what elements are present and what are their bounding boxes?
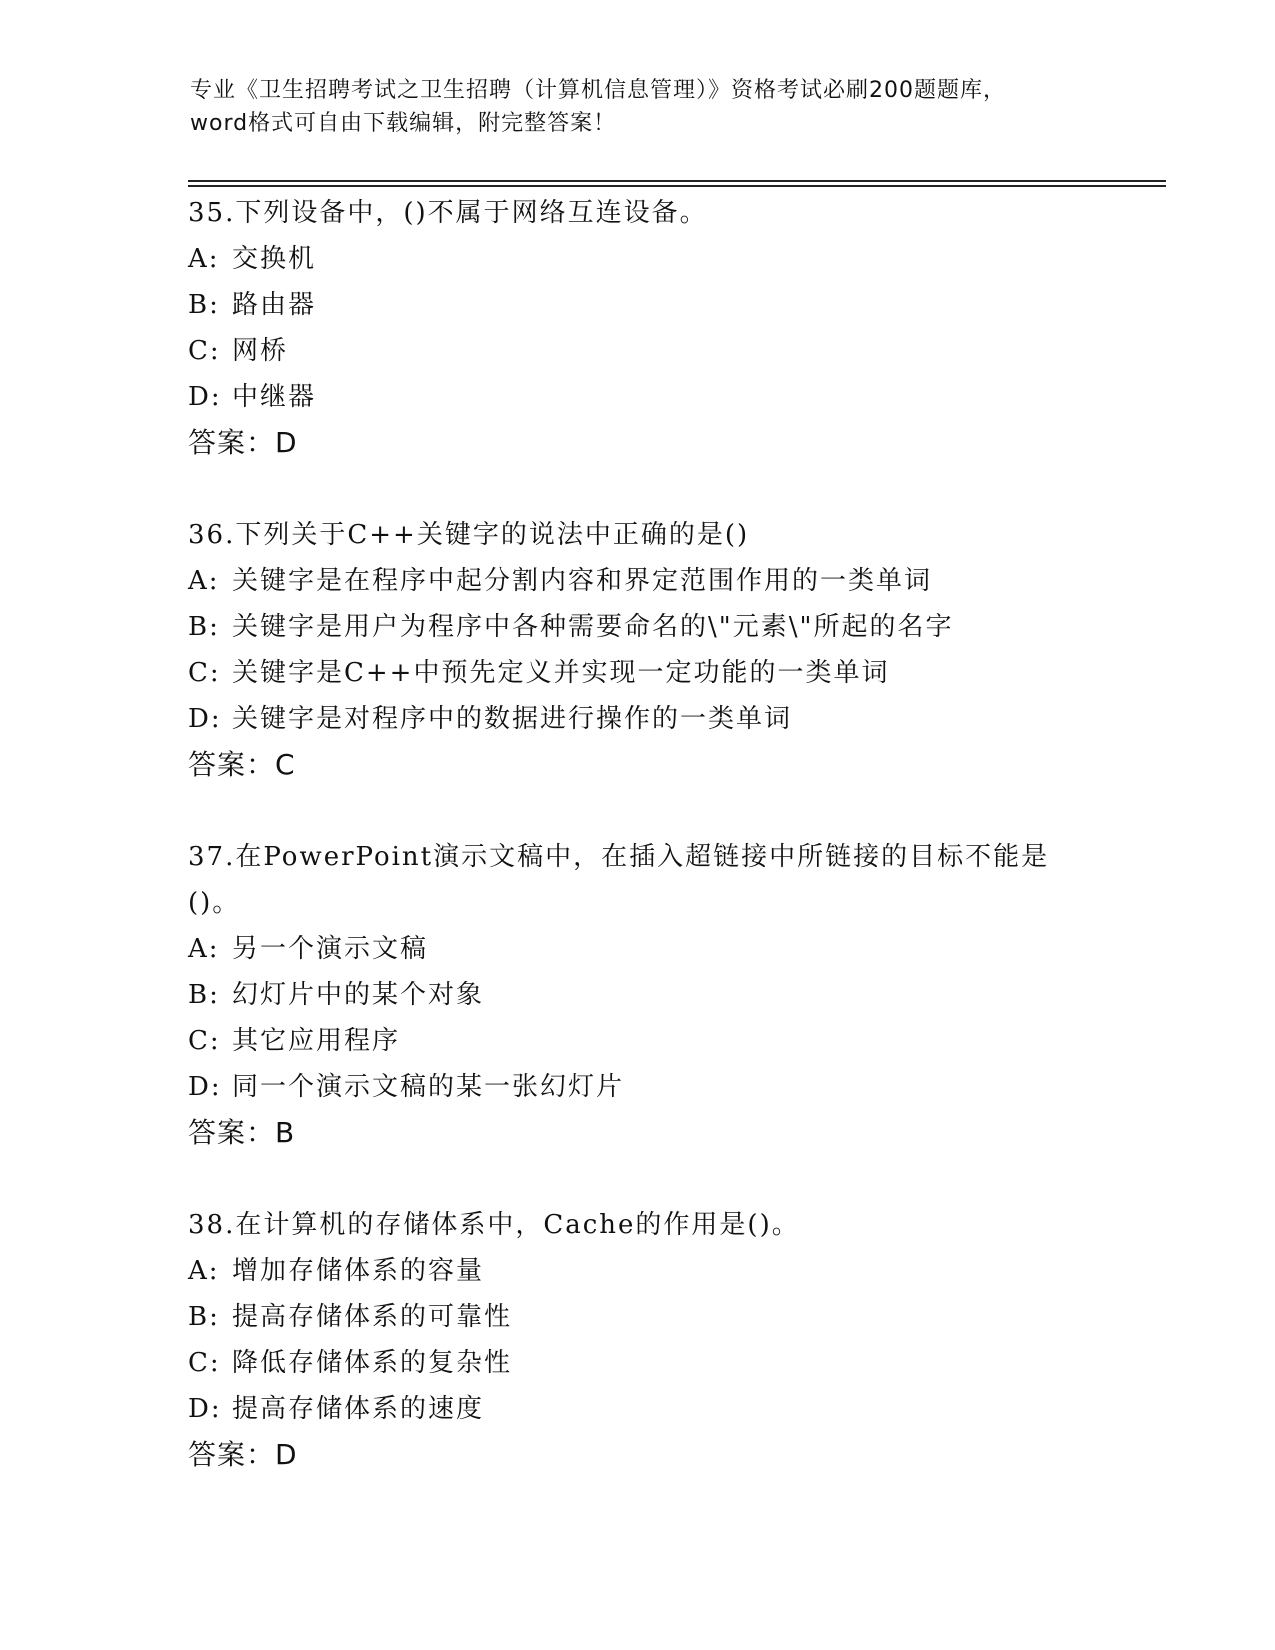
option-d [188, 1064, 1148, 1110]
option-text: 增加存储体系的容量 [232, 1256, 485, 1286]
option-b [188, 1294, 1148, 1340]
option-text: 幻灯片中的某个对象 [232, 980, 485, 1010]
question-35 [188, 190, 1148, 466]
question-list [188, 190, 1148, 1524]
question-37 [188, 834, 1148, 1156]
option-text: 关键字是在程序中起分割内容和界定范围作用的一类单词 [232, 566, 933, 596]
document-header [190, 74, 1090, 140]
option-letter: A: [188, 1256, 220, 1286]
option-letter: C: [188, 1348, 221, 1378]
option-d [188, 1386, 1148, 1432]
option-b [188, 282, 1148, 328]
question-stem: 35.下列设备中，()不属于网络互连设备。 [188, 198, 708, 228]
answer-label: 答案：B [188, 1116, 296, 1149]
header-line-1: 专业《卫生招聘考试之卫生招聘（计算机信息管理）》资格考试必刷200题题库， [190, 78, 1006, 103]
answer-label: 答案：C [188, 748, 296, 781]
option-a [188, 558, 1148, 604]
option-letter: A: [188, 934, 220, 964]
option-text: 提高存储体系的速度 [232, 1394, 485, 1424]
option-c [188, 650, 1148, 696]
option-text: 提高存储体系的可靠性 [232, 1302, 513, 1332]
option-letter: B: [188, 290, 220, 320]
option-text: 中继器 [232, 382, 317, 412]
option-text: 关键字是用户为程序中各种需要命名的\"元素\"所起的名字 [232, 612, 954, 642]
question-stem: 38.在计算机的存储体系中，Cache的作用是()。 [188, 1210, 800, 1240]
option-b [188, 604, 1148, 650]
option-c [188, 328, 1148, 374]
option-letter: B: [188, 1302, 220, 1332]
option-letter: C: [188, 1026, 221, 1056]
option-text: 交换机 [232, 244, 317, 274]
option-text: 降低存储体系的复杂性 [232, 1348, 513, 1378]
option-text: 路由器 [232, 290, 317, 320]
option-letter: D: [188, 1072, 222, 1102]
option-letter: D: [188, 382, 222, 412]
header-divider-bottom [188, 185, 1166, 187]
option-c [188, 1340, 1148, 1386]
option-text: 关键字是C++中预先定义并实现一定功能的一类单词 [232, 658, 890, 688]
option-letter: C: [188, 336, 221, 366]
option-letter: B: [188, 612, 220, 642]
option-letter: B: [188, 980, 220, 1010]
option-letter: D: [188, 704, 222, 734]
question-stem: 37.在PowerPoint演示文稿中，在插入超链接中所链接的目标不能是 ()。 [188, 842, 1050, 918]
option-letter: D: [188, 1394, 222, 1424]
option-text: 同一个演示文稿的某一张幻灯片 [232, 1072, 625, 1102]
option-d [188, 696, 1148, 742]
header-line-2: word格式可自由下载编辑，附完整答案！ [190, 111, 617, 136]
option-text: 网桥 [232, 336, 289, 366]
option-c [188, 1018, 1148, 1064]
option-text: 关键字是对程序中的数据进行操作的一类单词 [232, 704, 793, 734]
option-a [188, 1248, 1148, 1294]
question-38 [188, 1202, 1148, 1478]
option-text: 另一个演示文稿 [232, 934, 429, 964]
option-letter: C: [188, 658, 221, 688]
option-b [188, 972, 1148, 1018]
option-a [188, 236, 1148, 282]
option-text: 其它应用程序 [232, 1026, 401, 1056]
answer-label: 答案：D [188, 426, 298, 459]
header-divider-top [188, 180, 1166, 182]
question-stem: 36.下列关于C++关键字的说法中正确的是() [188, 520, 750, 550]
answer-label: 答案：D [188, 1438, 298, 1471]
option-letter: A: [188, 244, 220, 274]
option-a [188, 926, 1148, 972]
option-letter: A: [188, 566, 220, 596]
question-36 [188, 512, 1148, 788]
option-d [188, 374, 1148, 420]
